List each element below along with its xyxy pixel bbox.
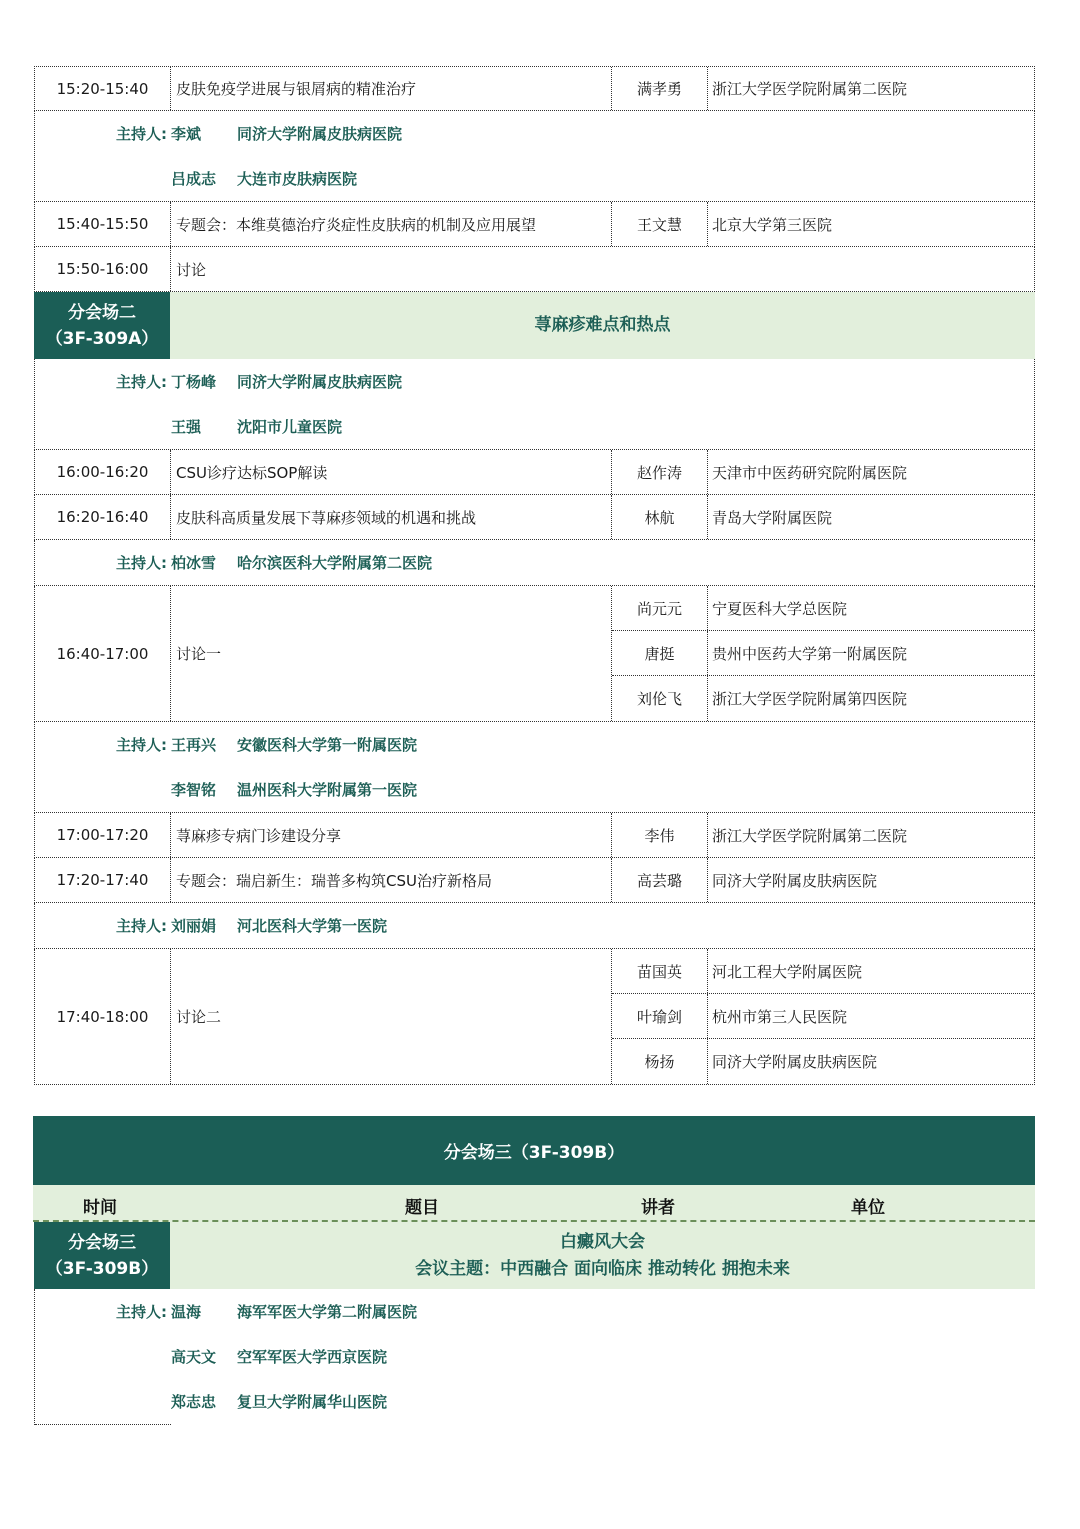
host-row	[34, 111, 1035, 202]
table-row	[34, 66, 1035, 111]
host-row	[34, 540, 1035, 586]
unit-cell: 宁夏医科大学总医院	[712, 599, 848, 618]
panel-row	[612, 949, 1034, 994]
unit-cell: 浙江大学医学院附属第四医院	[712, 690, 908, 708]
host-line	[35, 111, 1034, 156]
table-row	[34, 247, 1035, 292]
time-cell: 15:20-15:40	[35, 67, 171, 110]
unit-cell: 杭州市第三人民医院	[712, 1007, 848, 1026]
unit-cell: 浙江大学医学院附属第二医院	[712, 80, 908, 98]
host-label: 主持人:	[116, 917, 167, 935]
topic-cell: 讨论一	[171, 586, 612, 721]
unit-cell: 青岛大学附属医院	[712, 508, 833, 527]
panel-row	[612, 1039, 1034, 1084]
speaker-cell: 林航	[612, 495, 708, 539]
host-label: 主持人:	[116, 125, 167, 143]
host-line	[35, 1289, 1035, 1334]
host-name: 王再兴	[171, 736, 217, 754]
host-line	[35, 1379, 1035, 1424]
host-name: 丁杨峰	[171, 373, 217, 391]
host-unit: 哈尔滨医科大学附属第二医院	[237, 554, 433, 572]
host-label: 主持人:	[116, 736, 167, 754]
session-theme-title: 荨麻疹难点和热点	[534, 315, 671, 335]
host-line	[35, 767, 1034, 812]
schedule-table-session3	[34, 1222, 1035, 1425]
host-unit: 河北医科大学第一医院	[237, 917, 388, 935]
time-cell: 17:40-18:00	[35, 949, 171, 1084]
host-name: 李智铭	[171, 781, 217, 799]
host-label: 主持人:	[116, 554, 167, 572]
host-unit: 海军军医大学第二附属医院	[237, 1303, 418, 1321]
panel-list	[612, 586, 1034, 721]
col-header-speaker: 讲者	[641, 1198, 675, 1218]
speaker-cell: 高芸璐	[612, 858, 708, 902]
speaker-cell: 尚元元	[612, 586, 708, 630]
host-line	[35, 903, 1034, 948]
unit-cell: 北京大学第三医院	[712, 215, 833, 234]
unit-cell: 天津市中医药研究院附属医院	[712, 463, 908, 482]
session-tag	[34, 1222, 170, 1289]
host-line	[35, 540, 1034, 585]
host-line	[35, 156, 1034, 201]
discussion-row	[34, 586, 1035, 722]
host-unit: 温州医科大学附属第一医院	[237, 781, 418, 799]
time-cell: 17:00-17:20	[35, 813, 171, 857]
session-header	[34, 292, 1035, 359]
table-row	[34, 858, 1035, 903]
panel-row	[612, 994, 1034, 1039]
col-header-unit: 单位	[851, 1198, 885, 1218]
session3-banner-title: 分会场三（3F-309B）	[443, 1143, 625, 1163]
speaker-cell: 赵作涛	[612, 450, 708, 494]
host-name: 温海	[171, 1303, 202, 1321]
session-theme	[170, 292, 1035, 359]
col-header-topic: 题目	[405, 1198, 439, 1218]
column-headers	[33, 1185, 1035, 1222]
table-row	[34, 495, 1035, 540]
host-row	[34, 359, 1035, 450]
host-label: 主持人:	[116, 373, 167, 391]
col-header-time: 时间	[83, 1198, 117, 1218]
speaker-cell: 苗国英	[612, 949, 708, 993]
host-name: 王强	[171, 418, 202, 436]
speaker-cell: 李伟	[612, 813, 708, 857]
host-line	[35, 722, 1034, 767]
session-name: 分会场二	[68, 302, 136, 323]
table-row	[34, 202, 1035, 247]
time-cell: 16:00-16:20	[35, 450, 171, 494]
host-unit: 同济大学附属皮肤病医院	[237, 373, 403, 391]
panel-row	[612, 676, 1034, 721]
host-name: 李斌	[171, 125, 202, 143]
topic-cell: 皮肤科高质量发展下荨麻疹领域的机遇和挑战	[171, 495, 612, 539]
unit-cell: 河北工程大学附属医院	[712, 962, 863, 981]
speaker-cell: 刘伦飞	[612, 676, 708, 721]
speaker-cell: 满孝勇	[612, 67, 708, 110]
partial-divider	[35, 1424, 171, 1425]
schedule-table-session2	[34, 66, 1035, 1085]
time-cell: 15:40-15:50	[35, 202, 171, 246]
host-unit: 大连市皮肤病医院	[237, 170, 358, 188]
table-row	[34, 813, 1035, 858]
host-line	[35, 1334, 1035, 1379]
host-name: 高天文	[171, 1348, 217, 1366]
topic-cell: 专题会：本维莫德治疗炎症性皮肤病的机制及应用展望	[171, 202, 612, 246]
host-row	[34, 1289, 1035, 1425]
host-unit: 复旦大学附属华山医院	[237, 1393, 388, 1411]
host-line	[35, 404, 1034, 449]
time-cell: 17:20-17:40	[35, 858, 171, 902]
time-cell: 16:20-16:40	[35, 495, 171, 539]
session-tag	[34, 292, 170, 359]
session-theme-title: 白癜风大会	[560, 1231, 645, 1252]
session-theme-subtitle: 会议主题：中西融合 面向临床 推动转化 拥抱未来	[415, 1258, 790, 1279]
unit-cell: 贵州中医药大学第一附属医院	[712, 644, 908, 663]
host-unit: 空军军医大学西京医院	[237, 1348, 388, 1366]
time-cell: 16:40-17:00	[35, 586, 171, 721]
host-unit: 同济大学附属皮肤病医院	[237, 125, 403, 143]
session-room: （3F-309A）	[45, 328, 159, 349]
speaker-cell: 叶瑜剑	[612, 994, 708, 1038]
panel-row	[612, 631, 1034, 676]
session-name: 分会场三	[68, 1232, 136, 1253]
host-row	[34, 903, 1035, 949]
speaker-cell: 唐挺	[612, 631, 708, 675]
host-label: 主持人:	[116, 1303, 167, 1321]
speaker-cell: 杨扬	[612, 1039, 708, 1084]
topic-cell: 皮肤免疫学进展与银屑病的精准治疗	[171, 67, 612, 110]
topic-cell: 讨论	[176, 260, 207, 279]
table-row	[34, 450, 1035, 495]
host-unit: 安徽医科大学第一附属医院	[237, 736, 418, 754]
session-room: （3F-309B）	[45, 1258, 159, 1279]
session-theme	[170, 1222, 1035, 1289]
time-cell: 15:50-16:00	[35, 247, 171, 291]
unit-cell: 浙江大学医学院附属第二医院	[712, 826, 908, 845]
topic-cell: 讨论二	[171, 949, 612, 1084]
topic-cell: 专题会：瑞启新生：瑞普多构筑CSU治疗新格局	[171, 858, 612, 902]
session3-banner	[33, 1116, 1035, 1185]
host-unit: 沈阳市儿童医院	[237, 418, 343, 436]
unit-cell: 同济大学附属皮肤病医院	[712, 871, 878, 890]
host-line	[35, 359, 1034, 404]
topic-cell: 荨麻疹专病门诊建设分享	[171, 813, 612, 857]
host-name: 刘丽娟	[171, 917, 217, 935]
unit-cell: 同济大学附属皮肤病医院	[712, 1053, 878, 1071]
topic-cell: CSU诊疗达标SOP解读	[171, 450, 612, 494]
speaker-cell: 王文慧	[612, 202, 708, 246]
discussion-row	[34, 949, 1035, 1085]
host-name: 郑志忠	[171, 1393, 217, 1411]
host-name: 柏冰雪	[171, 554, 217, 572]
host-row	[34, 722, 1035, 813]
host-name: 吕成志	[171, 170, 217, 188]
session-header	[34, 1222, 1035, 1289]
panel-list	[612, 949, 1034, 1084]
panel-row	[612, 586, 1034, 631]
